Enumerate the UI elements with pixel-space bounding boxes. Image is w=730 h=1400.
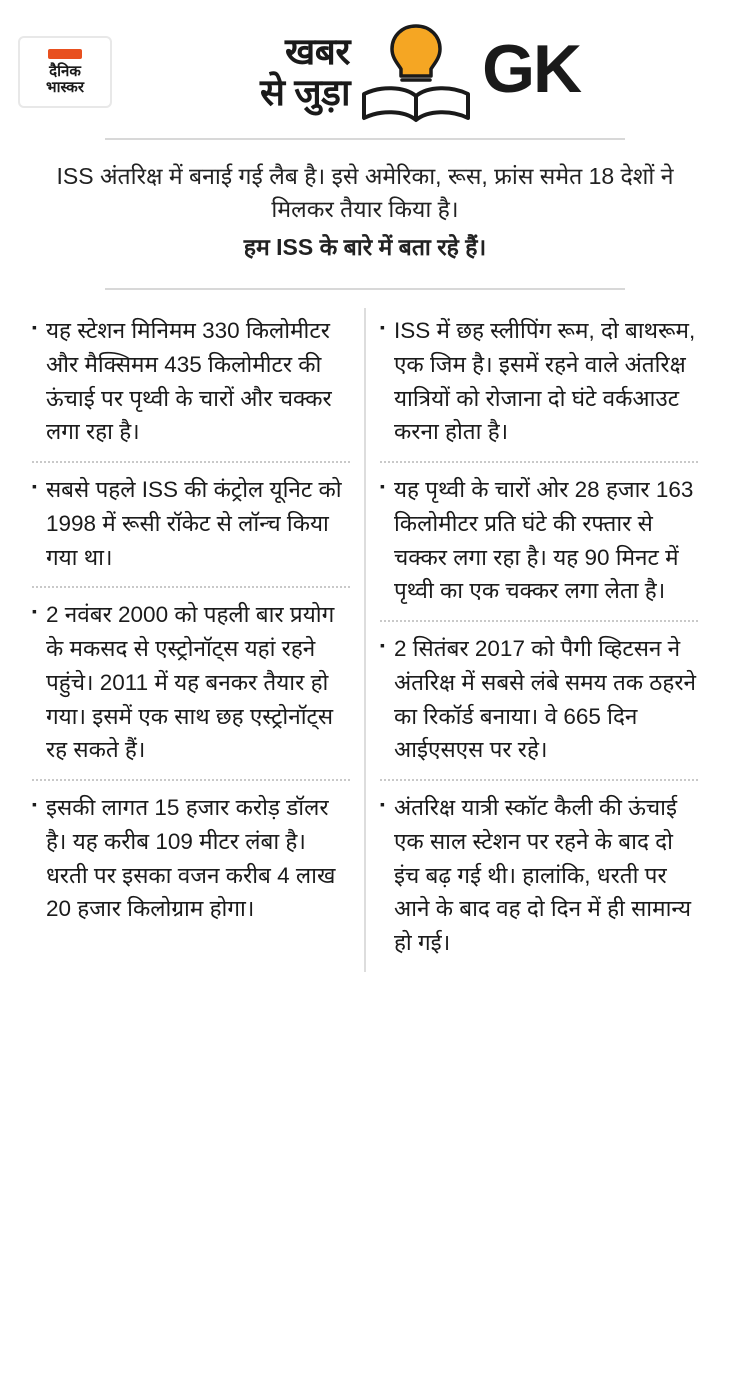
publisher-logo [18,36,112,108]
list-item [380,779,698,972]
list-item-text: यह स्टेशन मिनिमम 330 किलोमीटर और मैक्सिमम 435 किलोमीटर की ऊंचाई पर पृथ्वी के चारों और चक्कर लगा रहा है। [45,318,332,445]
headline-line-2: से जुड़ा [259,72,351,113]
list-item-text: सबसे पहले ISS की कंट्रोल यूनिट को 1998 में रूसी रॉकेट से लॉन्च किया गया था। [45,477,342,570]
open-book-icon [364,88,468,120]
list-item-text: ISS में छह स्लीपिंग रूम, दो बाथरूम, एक जिम है। इसमें रहने वाले अंतरिक्ष यात्रियों को रोजाना दो घंटे वर्कआउट करना होता है। [393,318,696,445]
bullet-icon: ▪ [32,478,37,495]
logo-text [46,64,84,96]
list-item [380,620,698,779]
headline-line-1: खबर [285,30,351,72]
intro-block [0,140,730,274]
list-item-text: 2 सितंबर 2017 को पैगी व्हिटसन ने अंतरिक्ष में सबसे लंबे समय तक ठहरने का रिकॉर्ड बनाया। वे 665 दिन आईएसएस पर रहे। [393,636,697,763]
list-item [32,461,350,586]
logo-line-1: दैनिक [49,62,81,80]
lightbulb-icon [356,16,476,128]
intro-text: ISS अंतरिक्ष में बनाई गई लैब है। इसे अमेरिका, रूस, फ्रांस समेत 18 देशों ने मिलकर तैयार किया है। [56,163,674,223]
bullet-icon: ▪ [32,319,37,336]
headline-group [122,16,712,128]
headline-hindi [260,31,350,114]
facts-columns [0,290,730,972]
list-item [32,586,350,779]
list-item [380,304,698,461]
bulb-book-illustration [356,16,476,128]
bullet-icon: ▪ [32,796,37,813]
bullet-icon: ▪ [380,796,385,813]
bullet-icon: ▪ [380,478,385,495]
list-item [32,304,350,461]
intro-bold-text: हम ISS के बारे में बता रहे हैं। [243,233,487,260]
page-title: GK [482,31,581,107]
list-item-text: इसकी लागत 15 हजार करोड़ डॉलर है। यह करीब 109 मीटर लंबा है। धरती पर इसका वजन करीब 4 लाख 20 हजार किलोग्राम होगा। [45,795,336,922]
bullet-icon: ▪ [380,637,385,654]
bullet-icon: ▪ [32,603,37,620]
right-column [366,304,712,972]
left-column [18,304,364,972]
header [0,0,730,134]
list-item [32,779,350,938]
list-item-text: अंतरिक्ष यात्री स्कॉट कैली की ऊंचाई एक साल स्टेशन पर रहने के बाद दो इंच बढ़ गई थी। हालांकि, धरती पर आने के बाद वह दो दिन में ही सामान्य हो गई। [393,795,692,956]
logo-accent-bar [48,49,82,59]
list-item [380,461,698,620]
list-item-text: यह पृथ्वी के चारों ओर 28 हजार 163 किलोमीटर प्रति घंटे की रफ्तार से चक्कर लगा रहा है। यह 90 मिनट में पृथ्वी का एक चक्कर लगा लेता है। [393,477,694,604]
list-item-text: 2 नवंबर 2000 को पहली बार प्रयोग के मकसद से एस्ट्रोनॉट्स यहां रहने पहुंचे। 2011 में यह बनकर तैयार हो गया। इसमें एक साथ छह एस्ट्रोनॉट्स रह सकते हैं। [45,602,335,763]
logo-line-2: भास्कर [46,78,84,96]
bullet-icon: ▪ [380,319,385,336]
